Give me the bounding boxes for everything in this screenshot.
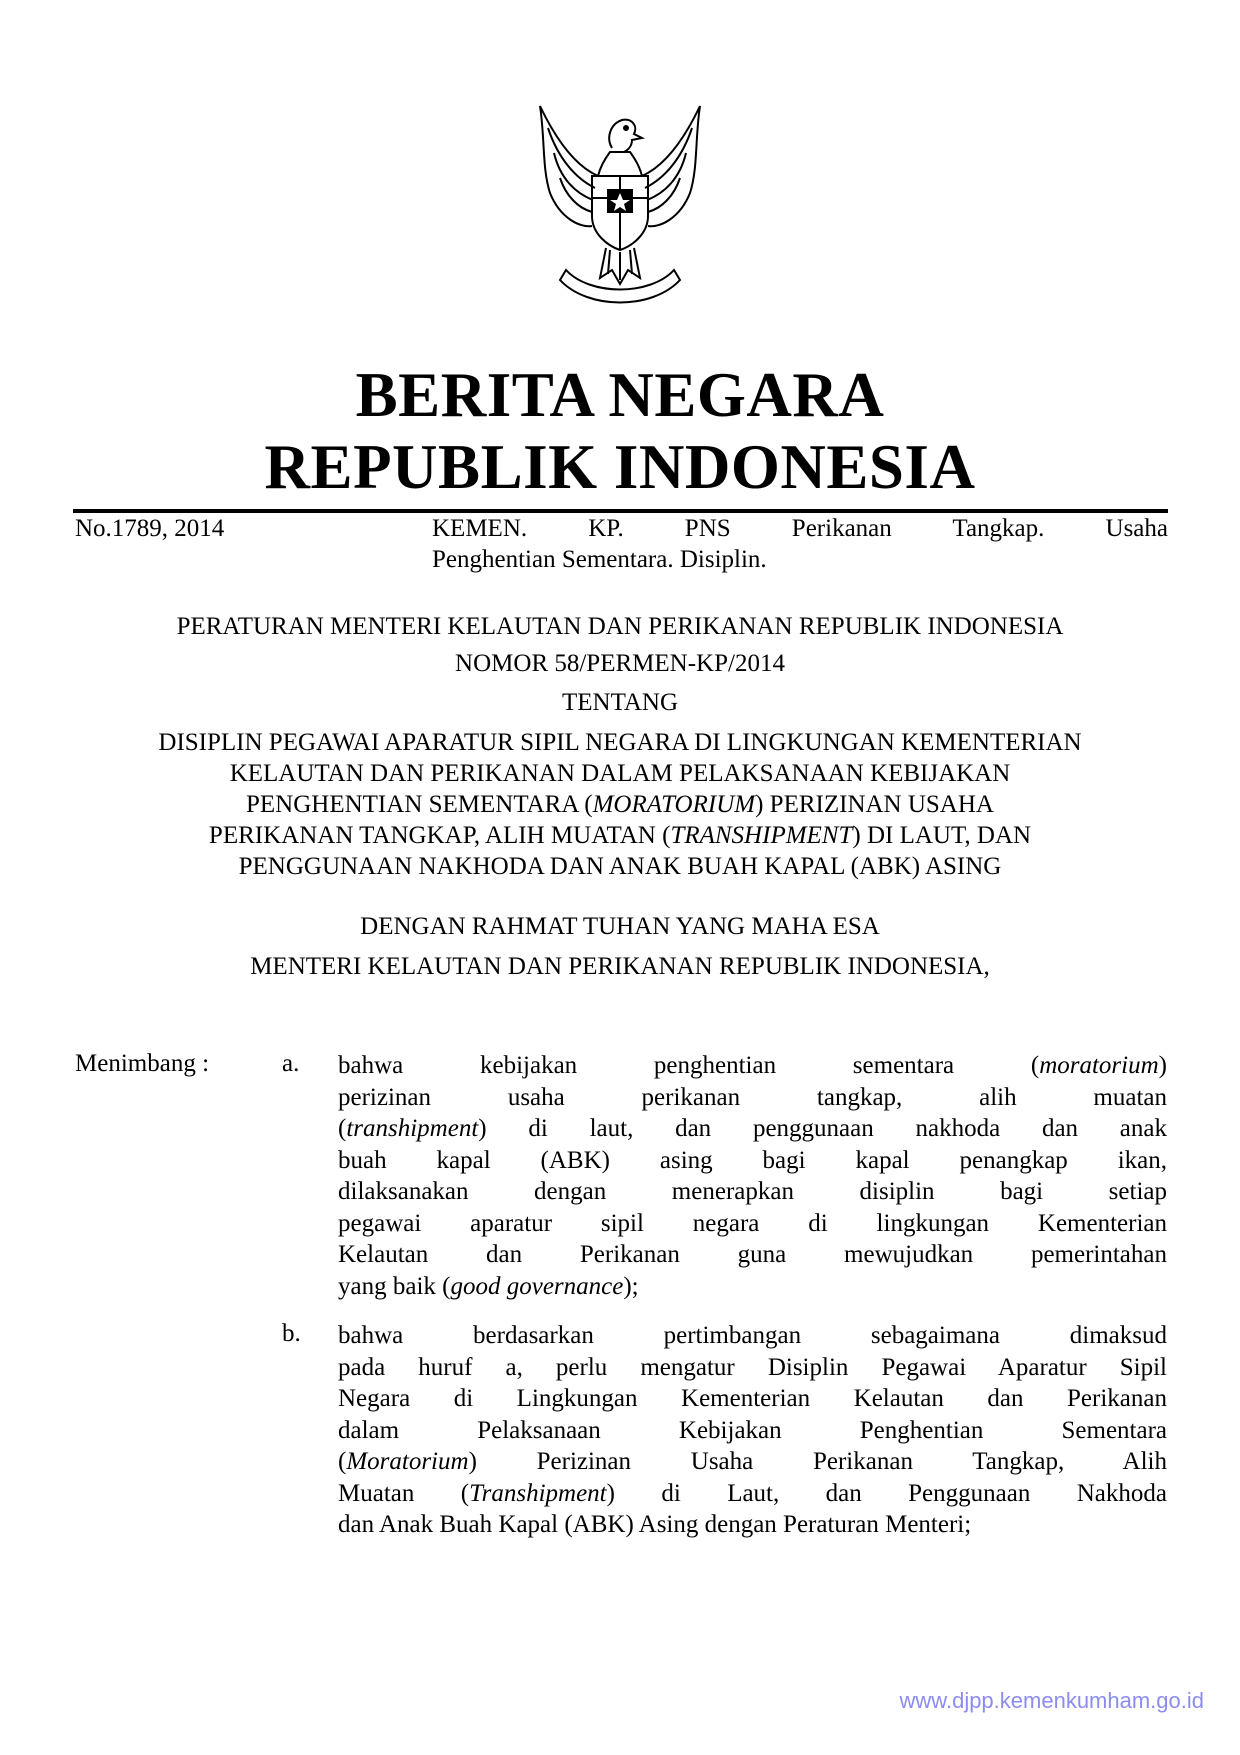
text-line	[60, 758, 1180, 789]
italic-term: transhipment	[346, 1115, 479, 1142]
text-segment: dilaksanakan dengan menerapkan disiplin bagi setiap	[338, 1178, 1167, 1205]
italic-term: moratorium	[1039, 1052, 1159, 1079]
text-segment: ) Perizinan Usaha Perikanan Tangkap, Alih	[468, 1448, 1167, 1475]
text-line	[60, 789, 1180, 820]
text-line	[338, 1383, 1167, 1415]
text-segment: Kelautan dan Perikanan guna mewujudkan pemerintahan	[338, 1241, 1167, 1268]
masthead-title-line1: BERITA NEGARA	[355, 360, 885, 430]
text-segment: )	[1158, 1052, 1167, 1079]
text-segment: Negara di Lingkungan Kementerian Kelautan dan Perikanan	[338, 1385, 1167, 1412]
text-line	[338, 1239, 1167, 1271]
considerations-label: Menimbang :	[75, 1050, 210, 1077]
text-segment: (	[338, 1448, 347, 1475]
italic-term: Moratorium	[346, 1448, 469, 1475]
text-segment: ) PERIZINAN USAHA	[755, 791, 994, 818]
text-line	[338, 1113, 1167, 1145]
regulation-number: NOMOR 58/PERMEN-KP/2014	[455, 650, 785, 677]
text-line	[338, 1478, 1167, 1510]
text-line	[338, 1208, 1167, 1240]
text-line	[338, 1145, 1167, 1177]
text-line	[338, 1509, 1167, 1541]
text-segment: dalam Pelaksanaan Kebijakan Penghentian Sementara	[338, 1416, 1167, 1444]
text-segment: buah kapal (ABK) asing bagi kapal penangkap ikan,	[338, 1146, 1167, 1174]
gazette-subject-line: KEMEN. KP. PNS Perikanan Tangkap. Usaha	[432, 515, 1168, 542]
text-segment: );	[623, 1272, 639, 1300]
footer-website-link[interactable]: www.djpp.kemenkumham.go.id	[899, 1688, 1204, 1713]
italic-term: TRANSHIPMENT	[670, 822, 853, 849]
text-line	[338, 1320, 1167, 1352]
text-segment: ) di laut, dan penggunaan nakhoda dan anak	[478, 1115, 1167, 1142]
consideration-text	[338, 1050, 1167, 1302]
text-segment: pada huruf a, perlu mengatur Disiplin Pegawai Aparatur Sipil	[338, 1353, 1167, 1381]
text-line	[338, 1271, 1167, 1303]
text-segment: PERIKANAN TANGKAP, ALIH MUATAN (	[208, 822, 671, 849]
consideration-marker: a.	[282, 1050, 300, 1077]
regulation-title	[60, 727, 1180, 882]
text-segment: yang baik (	[338, 1272, 451, 1300]
gazette-number: No.1789, 2014	[75, 515, 225, 542]
blessing-line: DENGAN RAHMAT TUHAN YANG MAHA ESA	[360, 913, 880, 940]
consideration-marker: b.	[282, 1320, 301, 1347]
text-line	[338, 1176, 1167, 1208]
text-line	[338, 1446, 1167, 1478]
consideration-text	[338, 1320, 1167, 1541]
garuda-pancasila-emblem-icon	[520, 98, 720, 308]
text-segment: DISIPLIN PEGAWAI APARATUR SIPIL NEGARA DI LINGKUNGAN KEMENTERIAN	[158, 729, 1082, 756]
minister-line: MENTERI KELAUTAN DAN PERIKANAN REPUBLIK INDONESIA,	[250, 953, 990, 980]
text-segment: PENGHENTIAN SEMENTARA (	[246, 791, 593, 818]
masthead-title-line2: REPUBLIK INDONESIA	[264, 432, 976, 502]
text-line	[338, 1352, 1167, 1384]
gazette-subject-line: Penghentian Sementara. Disiplin.	[432, 546, 767, 573]
text-line	[60, 820, 1180, 851]
text-line	[338, 1415, 1167, 1447]
text-segment: ) di Laut, dan Penggunaan Nakhoda	[606, 1479, 1167, 1507]
text-line	[60, 727, 1180, 758]
text-segment: PENGGUNAAN NAKHODA DAN ANAK BUAH KAPAL (ABK) ASING	[238, 853, 1002, 880]
gazette-subject	[432, 513, 1168, 575]
regulation-tentang: TENTANG	[561, 689, 679, 716]
text-line	[338, 1082, 1167, 1114]
regulation-heading: PERATURAN MENTERI KELAUTAN DAN PERIKANAN REPUBLIK INDONESIA	[176, 613, 1064, 640]
italic-term: Transhipment	[469, 1479, 607, 1507]
text-segment: Muatan (	[338, 1479, 470, 1507]
text-segment: ) DI LAUT, DAN	[852, 822, 1032, 849]
text-segment: bahwa kebijakan penghentian sementara (	[338, 1052, 1040, 1079]
text-segment: (	[338, 1115, 347, 1142]
text-segment: bahwa berdasarkan pertimbangan sebagaimana dimaksud	[338, 1322, 1167, 1349]
text-segment: dan Anak Buah Kapal (ABK) Asing dengan Peraturan Menteri;	[338, 1511, 972, 1538]
text-segment: KELAUTAN DAN PERIKANAN DALAM PELAKSANAAN KEBIJAKAN	[229, 760, 1011, 787]
text-line	[338, 1050, 1167, 1082]
text-line	[60, 851, 1180, 882]
italic-term: MORATORIUM	[592, 791, 756, 818]
italic-term: good governance	[450, 1272, 624, 1300]
text-segment: pegawai aparatur sipil negara di lingkungan Kementerian	[338, 1209, 1167, 1237]
text-segment: perizinan usaha perikanan tangkap, alih muatan	[338, 1083, 1167, 1111]
